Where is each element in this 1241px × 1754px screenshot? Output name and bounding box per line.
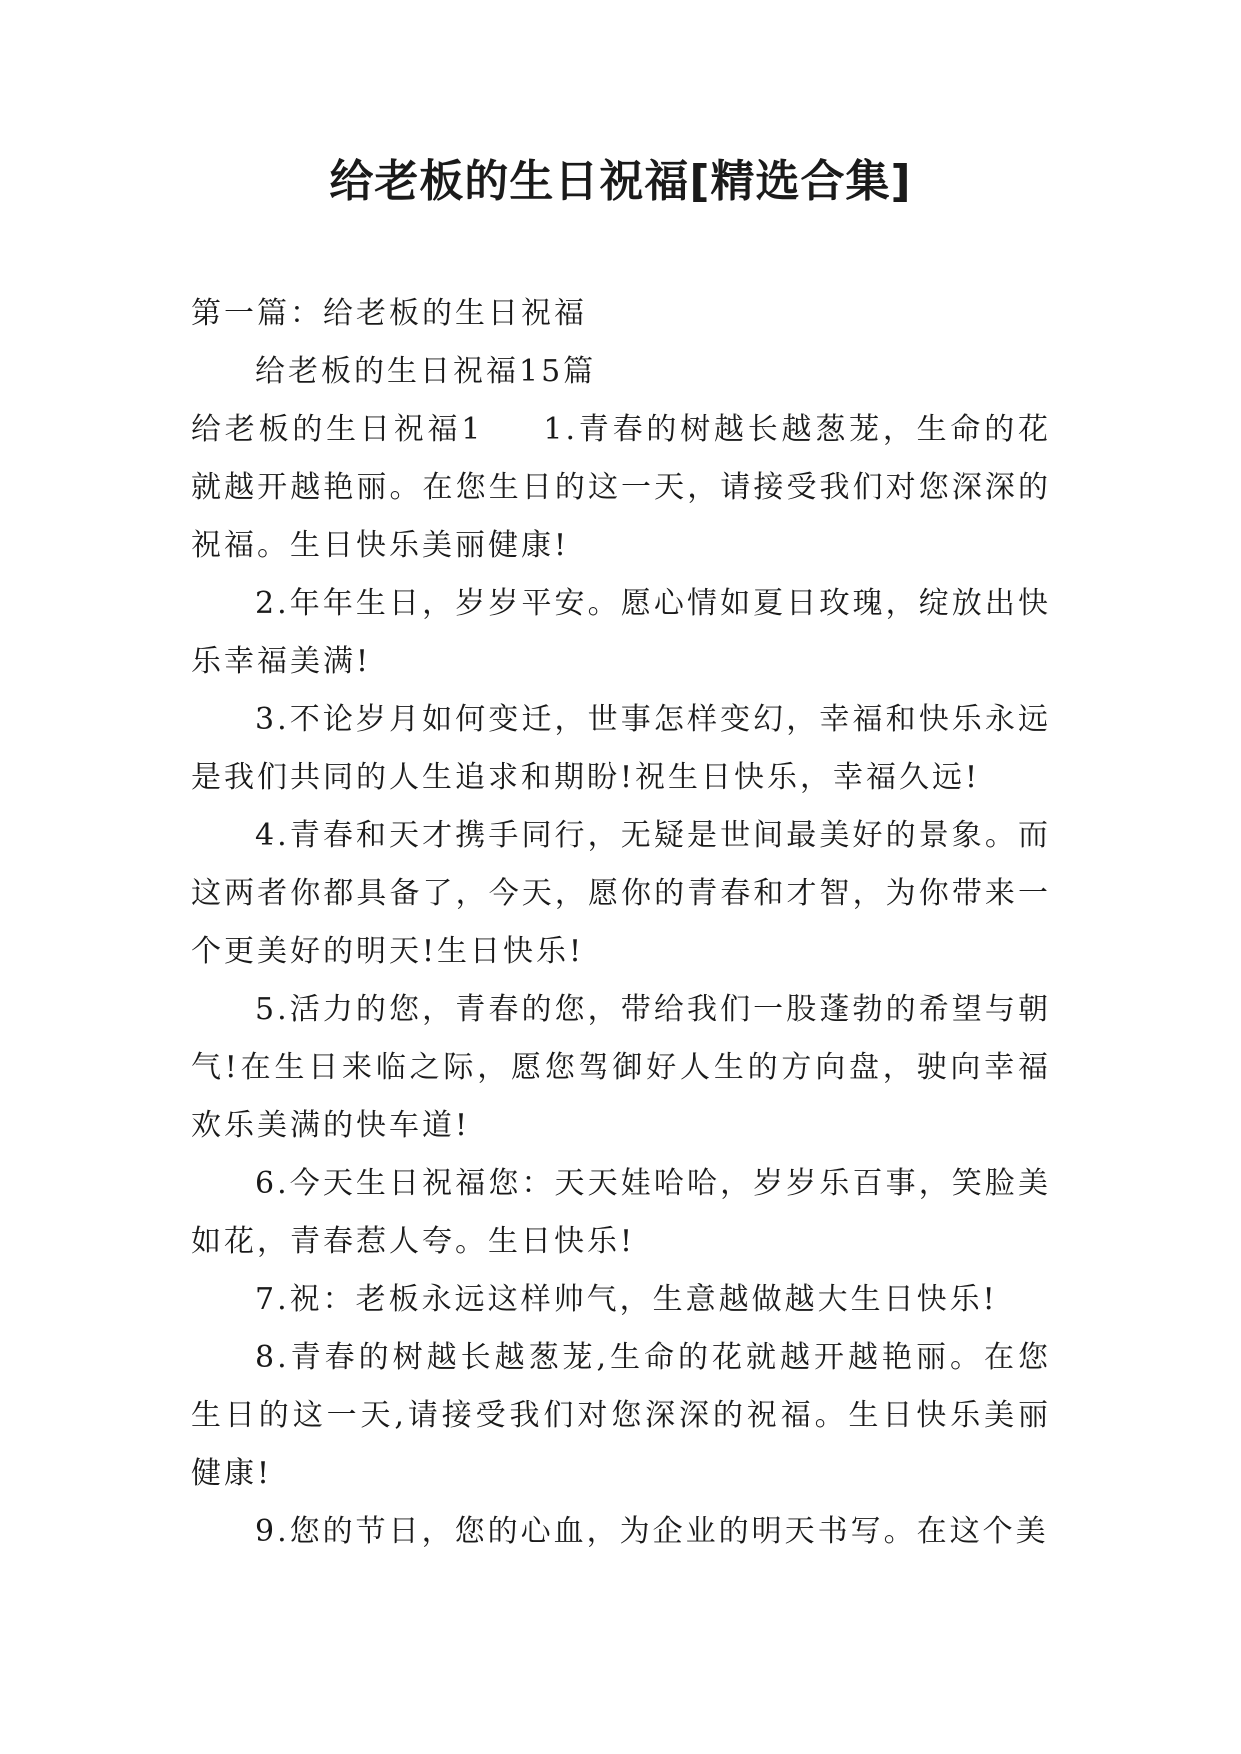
paragraph-entry-1 xyxy=(191,401,1051,575)
section-heading: 第一篇：给老板的生日祝福 xyxy=(191,296,587,331)
entry-label: 给老板的生日祝福1 xyxy=(191,412,484,447)
paragraph-text: 1.青春的树越长越葱茏，生命的花就越开越艳丽。在您生日的这一天，请接受我们对您深深的祝福。生日快乐美丽健康! xyxy=(191,412,1051,563)
paragraph-7: 7.祝：老板永远这样帅气，生意越做越大生日快乐! xyxy=(255,1282,998,1317)
document-title: 给老板的生日祝福[精选合集] xyxy=(329,156,912,207)
paragraph-8: 8.青春的树越长越葱茏,生命的花就越开越艳丽。在您生日的这一天,请接受我们对您深深的祝福。生日快乐美丽健康! xyxy=(191,1340,1051,1491)
document-body xyxy=(191,285,1051,1561)
paragraph-4: 4.青春和天才携手同行，无疑是世间最美好的景象。而这两者你都具备了，今天，愿你的青春和才智，为你带来一个更美好的明天!生日快乐! xyxy=(191,818,1051,969)
paragraph-6: 6.今天生日祝福您：天天娃哈哈，岁岁乐百事，笑脸美如花，青春惹人夸。生日快乐! xyxy=(191,1166,1051,1259)
paragraph-3: 3.不论岁月如何变迁，世事怎样变幻，幸福和快乐永远是我们共同的人生追求和期盼!祝生日快乐，幸福久远! xyxy=(191,702,1051,795)
sub-heading: 给老板的生日祝福15篇 xyxy=(255,354,597,389)
paragraph-9: 9.您的节日，您的心血，为企业的明天书写。在这个美 xyxy=(255,1514,1049,1549)
paragraph-2: 2.年年生日，岁岁平安。愿心情如夏日玫瑰，绽放出快乐幸福美满! xyxy=(191,586,1051,679)
paragraph-5: 5.活力的您，青春的您，带给我们一股蓬勃的希望与朝气!在生日来临之际，愿您驾御好人生的方向盘，驶向幸福欢乐美满的快车道! xyxy=(191,992,1051,1143)
